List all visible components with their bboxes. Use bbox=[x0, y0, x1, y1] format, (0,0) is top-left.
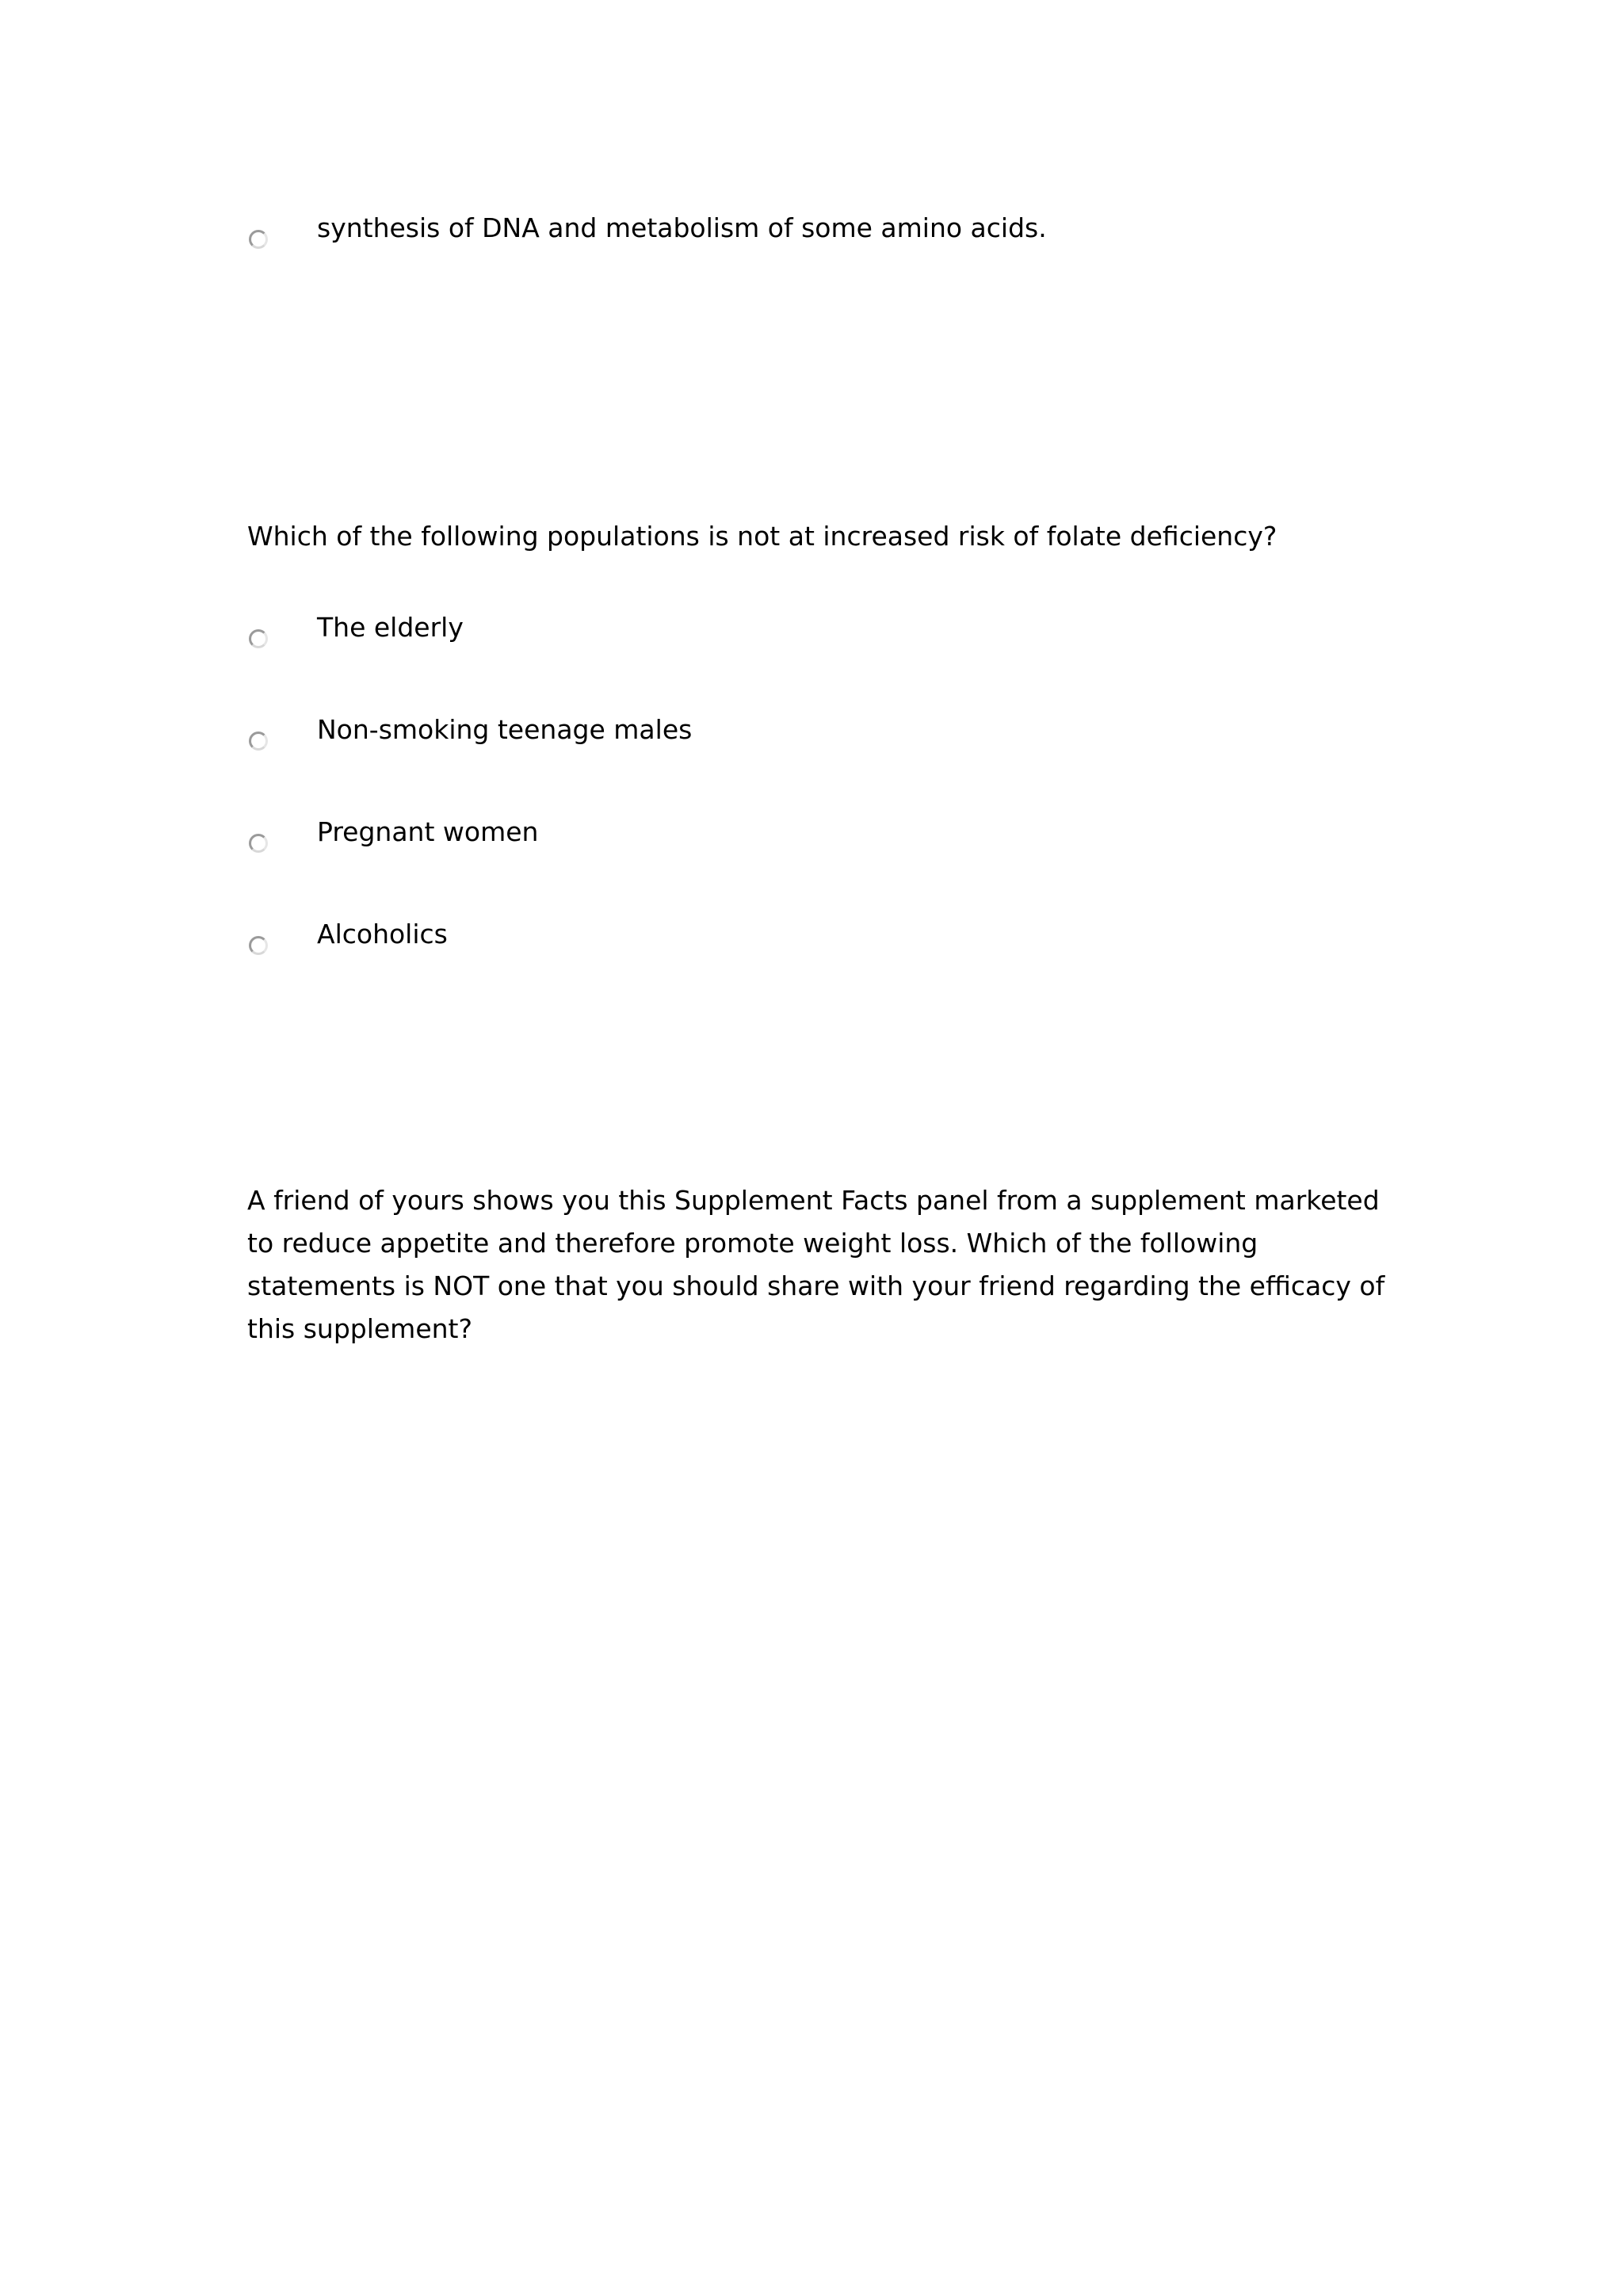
radio-button[interactable] bbox=[249, 230, 268, 249]
option-label: Pregnant women bbox=[317, 816, 539, 847]
question-prompt: Which of the following populations is not at increased risk of folate deficiency? bbox=[247, 521, 1277, 552]
radio-button[interactable] bbox=[249, 834, 268, 853]
question-prompt: A friend of yours shows you this Supplement Facts panel from a supplement marketed to reduce appetite and therefore promote weight loss. Which of the following statements is NOT one that you should share with your friend regarding the efficacy of this supplement? bbox=[247, 1185, 1385, 1344]
answer-option[interactable] bbox=[247, 919, 1436, 966]
answer-option[interactable] bbox=[247, 714, 1436, 762]
radio-button[interactable] bbox=[249, 936, 268, 955]
option-label: synthesis of DNA and metabolism of some amino acids. bbox=[317, 212, 1047, 243]
answer-option[interactable] bbox=[247, 816, 1436, 864]
radio-button[interactable] bbox=[249, 629, 268, 648]
option-label: Alcoholics bbox=[317, 919, 448, 949]
option-label: Non-smoking teenage males bbox=[317, 714, 693, 745]
answer-option[interactable] bbox=[247, 612, 1436, 659]
answer-option[interactable] bbox=[247, 212, 1436, 260]
radio-button[interactable] bbox=[249, 732, 268, 751]
option-label: The elderly bbox=[317, 612, 464, 643]
